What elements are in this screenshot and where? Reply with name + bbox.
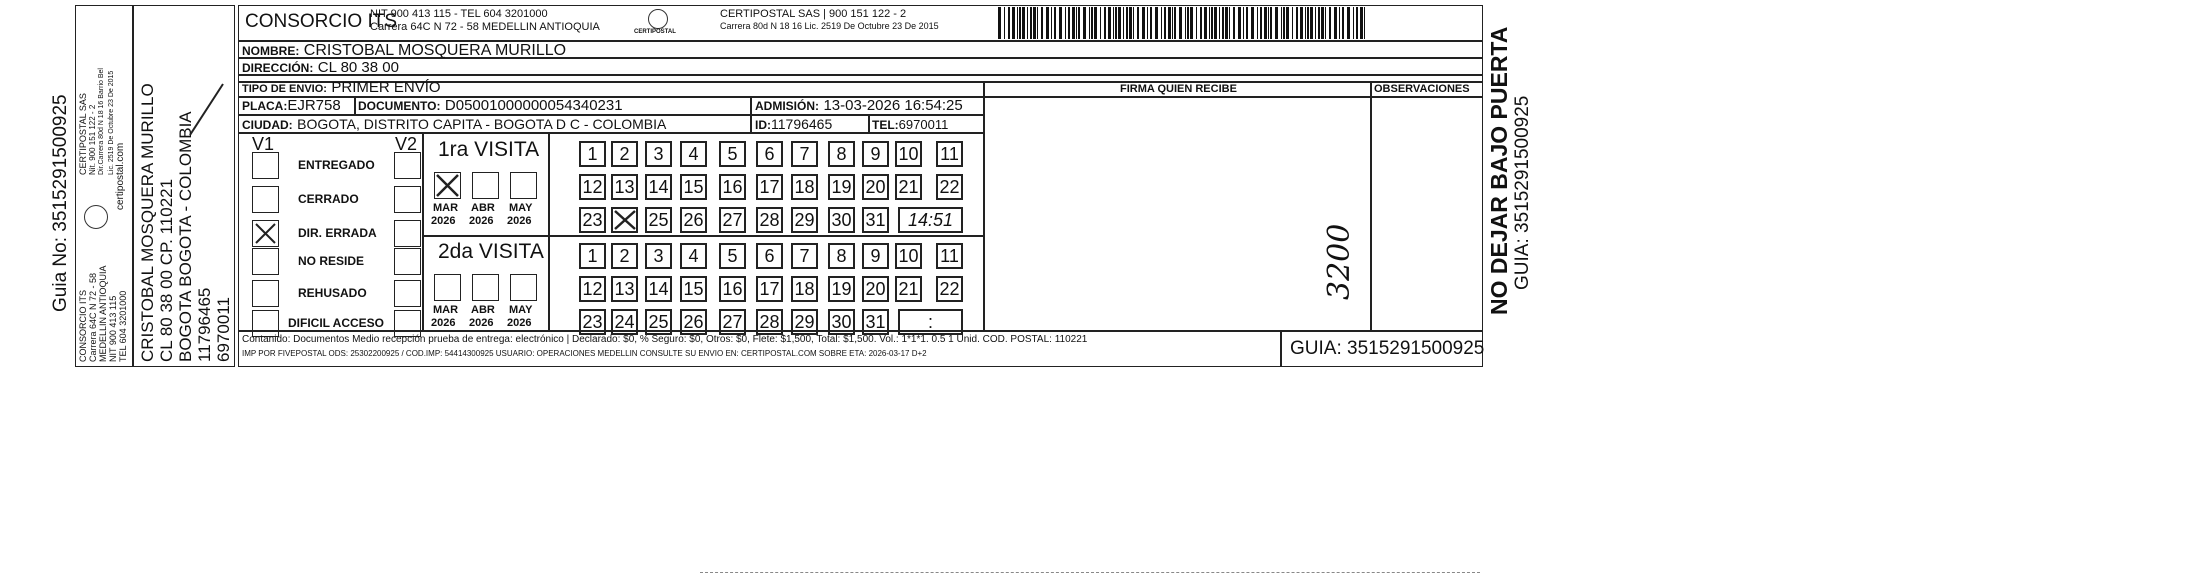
second-visit-day-box[interactable]: 23 — [579, 309, 606, 335]
certipostal-nit: Nit. 900 151 122 - 2 — [88, 104, 97, 175]
barcode-bar — [1364, 7, 1365, 39]
sender-nit: NIT 900 413 115 — [108, 295, 118, 362]
barcode-bar — [1281, 7, 1282, 39]
first-visit-day-box[interactable]: 13 — [611, 174, 638, 200]
barcode-bar — [1200, 7, 1202, 39]
status-option-label: REHUSADO — [298, 286, 367, 300]
barcode-bar — [1209, 7, 1210, 39]
id-value: 11796465 — [771, 116, 833, 132]
recipient-tel: 6970011 — [214, 297, 233, 362]
barcode-bar — [1147, 7, 1148, 39]
barcode-bar — [1115, 7, 1117, 39]
first-visit-day-box[interactable]: 25 — [645, 207, 672, 233]
barcode-bar — [1017, 7, 1018, 39]
no-dejar-bajo-puerta: NO DEJAR BAJO PUERTA — [1486, 26, 1512, 315]
second-visit-month-checkbox[interactable] — [510, 274, 537, 301]
first-visit-day-box[interactable]: 18 — [791, 174, 818, 200]
certipostal-name: CERTIPOSTAL SAS — [78, 93, 88, 175]
first-visit-day-box[interactable]: 6 — [756, 141, 783, 167]
barcode-bar — [1164, 7, 1166, 39]
barcode-bar — [1305, 7, 1306, 39]
v2-checkbox[interactable] — [394, 280, 421, 307]
sender-tel: TEL 604 3201000 — [118, 290, 128, 362]
placa-label: PLACA: — [242, 99, 288, 113]
barcode-bar — [1068, 7, 1070, 39]
barcode-bar — [1168, 7, 1171, 39]
barcode-bar — [1104, 7, 1106, 39]
second-visit-title: 2da VISITA — [438, 240, 544, 263]
second-visit-day-box[interactable]: 27 — [719, 309, 746, 335]
first-visit-day-box[interactable]: 31 — [862, 207, 889, 233]
first-visit-month-checkbox[interactable] — [510, 172, 537, 199]
barcode-bar — [1238, 7, 1241, 39]
tipo-label: TIPO DE ENVIO: — [242, 83, 327, 95]
certipostal-logo-icon — [84, 205, 108, 229]
barcode-bar — [1113, 7, 1114, 39]
second-visit-day-box[interactable]: 2 — [611, 243, 638, 269]
barcode-bar — [1008, 7, 1010, 39]
second-visit-day-box[interactable]: 8 — [828, 243, 855, 269]
barcode-bar — [1037, 7, 1038, 39]
barcode-bar — [1094, 7, 1097, 39]
documento-label: DOCUMENTO: — [358, 99, 441, 113]
second-visit-day-box[interactable]: 5 — [719, 243, 746, 269]
first-visit-day-box[interactable]: 16 — [719, 174, 746, 200]
first-visit-month-label: ABR — [471, 202, 495, 214]
barcode-bar — [1123, 7, 1124, 39]
second-visit-day-box[interactable]: 21 — [895, 276, 922, 302]
first-visit-day-box[interactable]: 3 — [645, 141, 672, 167]
footer-line2: IMP POR FIVEPOSTAL ODS: 25302200925 / COD.IMP: 54414300925 USUARIO: OPERACIONES MEDELLIN CONSULTE SU ENVIO EN: CERTIPOSTAL.COM SOBRE ETA: 2026-03-17 D+2 — [242, 349, 927, 358]
barcode-bar — [1137, 7, 1139, 39]
barcode-bar — [1059, 7, 1062, 39]
barcode-bar — [1150, 7, 1152, 39]
tipo-value: PRIMER ENVÍO — [331, 79, 441, 96]
documento-value: D05001000000054340231 — [444, 97, 623, 114]
first-visit-day-box[interactable]: 8 — [828, 141, 855, 167]
barcode-bar — [1318, 7, 1320, 39]
header-certi-info2: Carrera 80d N 18 16 Lic. 2519 De Octubre 23 De 2015 — [720, 21, 939, 31]
barcode-bar — [1019, 7, 1021, 39]
firma-label: FIRMA QUIEN RECIBE — [1120, 83, 1237, 95]
status-option-label: CERRADO — [298, 192, 359, 206]
second-visit-day-box[interactable]: 1 — [579, 243, 606, 269]
barcode-bar — [1196, 7, 1197, 39]
sender-city: MEDELLIN ANTIOQUIA — [98, 265, 108, 362]
recipient-name: CRISTOBAL MOSQUERA MURILLO — [138, 83, 157, 362]
v2-checkbox[interactable] — [394, 152, 421, 179]
first-visit-time-box[interactable]: 14:51 — [898, 207, 963, 233]
v1-checkbox[interactable] — [252, 152, 279, 179]
second-visit-year-label: 2026 — [507, 317, 532, 329]
first-visit-day-box[interactable]: 30 — [828, 207, 855, 233]
second-visit-day-box[interactable]: 10 — [895, 243, 922, 269]
second-visit-month-checkbox[interactable] — [472, 274, 499, 301]
certipostal-license: Lic. 2519 De Octubre 23 De 2015 — [108, 70, 115, 175]
barcode-bar — [1233, 7, 1235, 39]
v1-checkbox[interactable] — [252, 280, 279, 307]
first-visit-day-box[interactable]: 23 — [579, 207, 606, 233]
barcode-bar — [1076, 7, 1077, 39]
first-visit-day-box[interactable]: 1 — [579, 141, 606, 167]
first-visit-day-box[interactable]: 22 — [936, 174, 963, 200]
barcode-bar — [1155, 7, 1158, 39]
first-visit-day-box[interactable]: 21 — [895, 174, 922, 200]
second-visit-day-box[interactable]: 25 — [645, 309, 672, 335]
v2-checkbox[interactable] — [394, 248, 421, 275]
v1-checkbox[interactable] — [252, 186, 279, 213]
recipient-city: BOGOTA BOGOTA - COLOMBIA — [176, 111, 195, 362]
id-label: ID: — [755, 118, 771, 132]
second-visit-time-box[interactable]: : — [898, 309, 963, 335]
nombre-label: NOMBRE: — [242, 44, 300, 58]
barcode-bar — [1051, 7, 1052, 39]
first-visit-month-label: MAY — [509, 202, 533, 214]
barcode-bar — [1296, 7, 1298, 39]
barcode-bar — [1219, 7, 1220, 39]
second-visit-year-label: 2026 — [469, 317, 494, 329]
status-option-label: DIR. ERRADA — [298, 226, 377, 240]
sender-company: CONSORCIO ITS — [78, 289, 88, 362]
first-visit-month-checkbox[interactable] — [472, 172, 499, 199]
barcode-bar — [1356, 7, 1358, 39]
barcode-bar — [1078, 7, 1080, 39]
barcode-bar — [1292, 7, 1293, 39]
nombre-value: CRISTOBAL MOSQUERA MURILLO — [303, 42, 567, 59]
first-visit-day-box[interactable]: 10 — [895, 141, 922, 167]
barcode-bar — [1275, 7, 1278, 39]
barcode-bar — [1214, 7, 1217, 39]
direccion-label: DIRECCIÓN: — [242, 61, 314, 75]
v1-checkbox[interactable] — [252, 220, 279, 247]
header-company-info2: Carrera 64C N 72 - 58 MEDELLIN ANTIOQUIA — [370, 21, 600, 33]
first-visit-day-box[interactable]: 17 — [756, 174, 783, 200]
second-visit-day-box[interactable]: 16 — [719, 276, 746, 302]
admision-label: ADMISIÓN: — [755, 99, 819, 113]
barcode-bar — [1012, 7, 1015, 39]
first-visit-day-box[interactable]: 5 — [719, 141, 746, 167]
header-company-info1: NIT 900 413 115 - TEL 604 3201000 — [370, 8, 548, 20]
barcode-bar — [1270, 7, 1272, 39]
barcode-bar — [998, 7, 1001, 39]
second-visit-day-box[interactable]: 11 — [936, 243, 963, 269]
placa-value: EJR758 — [287, 97, 341, 114]
logo-caption: CERTIPOSTAL — [634, 29, 676, 35]
second-visit-day-box[interactable]: 3 — [645, 243, 672, 269]
first-visit-month-checkbox[interactable] — [434, 172, 461, 199]
ciudad-label: CIUDAD: — [242, 118, 293, 132]
second-visit-day-box[interactable]: 14 — [645, 276, 672, 302]
second-visit-year-label: 2026 — [431, 317, 456, 329]
second-visit-day-box[interactable]: 15 — [680, 276, 707, 302]
certipostal-address: Dir.Carrera 80d N 18 16 Barrio Bel — [98, 68, 105, 175]
footer-line1: Contanido: Documentos Medio recepción prueba de entrega: electrónico | Declarado: $0, % Seguro: $0, Otros: $0, Flete: $1,500, Total: $1,500. Vol.: 1*1*1. 0.5 1 Unid. COD. POSTAL: 110221 — [242, 334, 1088, 345]
second-visit-day-box[interactable]: 7 — [791, 243, 818, 269]
second-visit-day-box[interactable]: 20 — [862, 276, 889, 302]
first-visit-day-box[interactable]: 7 — [791, 141, 818, 167]
status-option-label: DIFICIL ACCESO — [288, 316, 385, 330]
first-visit-title: 1ra VISITA — [438, 138, 540, 161]
barcode — [998, 7, 1370, 39]
first-visit-day-box[interactable]: 2 — [611, 141, 638, 167]
barcode-bar — [1283, 7, 1285, 39]
tel-label: TEL: — [872, 118, 899, 132]
barcode-bar — [1172, 7, 1173, 39]
barcode-bar — [1300, 7, 1303, 39]
barcode-bar — [1108, 7, 1111, 39]
barcode-bar — [1091, 7, 1093, 39]
header-company: CONSORCIO ITS — [245, 11, 398, 32]
barcode-bar — [1046, 7, 1049, 39]
barcode-bar — [1174, 7, 1176, 39]
barcode-bar — [1004, 7, 1005, 39]
first-visit-day-box[interactable]: 12 — [579, 174, 606, 200]
barcode-bar — [1334, 7, 1337, 39]
barcode-bar — [1083, 7, 1086, 39]
barcode-bar — [1353, 7, 1354, 39]
signature-handwriting: 3200 — [1322, 223, 1357, 300]
barcode-bar — [1185, 7, 1186, 39]
first-visit-year-label: 2026 — [507, 215, 532, 227]
barcode-bar — [1268, 7, 1269, 39]
observaciones-label: OBSERVACIONES — [1374, 83, 1470, 95]
barcode-bar — [1321, 7, 1324, 39]
first-visit-day-box[interactable]: 28 — [756, 207, 783, 233]
barcode-bar — [1129, 7, 1132, 39]
barcode-bar — [1307, 7, 1309, 39]
barcode-bar — [1225, 7, 1228, 39]
direccion-value: CL 80 38 00 — [317, 59, 399, 76]
barcode-bar — [1118, 7, 1121, 39]
v2-checkbox[interactable] — [394, 220, 421, 247]
status-option-label: NO RESIDE — [298, 254, 365, 268]
v1-label: V1 — [252, 134, 275, 154]
second-visit-day-box[interactable]: 22 — [936, 276, 963, 302]
barcode-bar — [1054, 7, 1056, 39]
second-visit-day-box[interactable]: 9 — [862, 243, 889, 269]
first-visit-year-label: 2026 — [469, 215, 494, 227]
pen-mark-icon — [185, 80, 225, 140]
recipient-address: CL 80 38 00 CP. 110221 — [157, 178, 176, 362]
barcode-bar — [1133, 7, 1134, 39]
barcode-bar — [1041, 7, 1043, 39]
barcode-bar — [1022, 7, 1025, 39]
first-visit-day-box[interactable]: 14 — [645, 174, 672, 200]
admision-value: 13-03-2026 16:54:25 — [823, 97, 963, 114]
barcode-bar — [1222, 7, 1224, 39]
first-visit-day-box[interactable]: 27 — [719, 207, 746, 233]
barcode-bar — [1329, 7, 1331, 39]
barcode-bar — [1211, 7, 1213, 39]
barcode-bar — [1065, 7, 1066, 39]
certipostal-header-logo-icon — [648, 9, 668, 29]
second-visit-day-box[interactable]: 4 — [680, 243, 707, 269]
barcode-bar — [1161, 7, 1162, 39]
barcode-bar — [1100, 7, 1101, 39]
barcode-bar — [1257, 7, 1258, 39]
tel-value: 6970011 — [898, 117, 949, 132]
barcode-bar — [1030, 7, 1032, 39]
second-visit-day-box[interactable]: 29 — [791, 309, 818, 335]
second-visit-month-checkbox[interactable] — [434, 274, 461, 301]
barcode-bar — [1251, 7, 1254, 39]
first-visit-day-box[interactable] — [611, 207, 638, 233]
first-visit-year-label: 2026 — [431, 215, 456, 227]
first-visit-day-box[interactable]: 15 — [680, 174, 707, 200]
recipient-id: 11796465 — [195, 287, 214, 362]
barcode-bar — [1315, 7, 1316, 39]
second-visit-day-box[interactable]: 12 — [579, 276, 606, 302]
bottom-edge-line — [700, 572, 1480, 573]
barcode-bar — [1243, 7, 1244, 39]
barcode-bar — [1342, 7, 1344, 39]
second-visit-month-label: ABR — [471, 304, 495, 316]
second-visit-day-box[interactable]: 30 — [828, 309, 855, 335]
status-option-label: ENTREGADO — [298, 158, 375, 172]
first-visit-day-box[interactable]: 20 — [862, 174, 889, 200]
second-visit-day-box[interactable]: 26 — [680, 309, 707, 335]
footer-guia: GUIA: 3515291500925 — [1290, 338, 1485, 359]
barcode-bar — [1310, 7, 1313, 39]
first-visit-day-box[interactable]: 9 — [862, 141, 889, 167]
barcode-bar — [1360, 7, 1363, 39]
certipostal-site: certipostal.com — [115, 142, 126, 210]
barcode-bar — [1027, 7, 1028, 39]
barcode-bar — [1286, 7, 1289, 39]
v2-checkbox[interactable] — [394, 310, 421, 337]
sender-address: Carrera 64C N 72 - 58 — [88, 272, 98, 362]
first-visit-day-box[interactable]: 29 — [791, 207, 818, 233]
first-visit-day-box[interactable]: 11 — [936, 141, 963, 167]
guide-number: Guia No: 3515291500925 — [50, 94, 71, 312]
barcode-bar — [1229, 7, 1230, 39]
barcode-bar — [1347, 7, 1350, 39]
second-visit-day-box[interactable]: 13 — [611, 276, 638, 302]
first-visit-month-label: MAR — [433, 202, 459, 214]
barcode-bar — [1089, 7, 1090, 39]
header-certi-info1: CERTIPOSTAL SAS | 900 151 122 - 2 — [720, 8, 907, 20]
second-visit-day-box[interactable]: 18 — [791, 276, 818, 302]
ciudad-value: BOGOTA, DISTRITO CAPITA - BOGOTA D C - COLOMBIA — [297, 116, 667, 132]
barcode-bar — [1033, 7, 1036, 39]
second-visit-day-box[interactable]: 6 — [756, 243, 783, 269]
barcode-bar — [1260, 7, 1262, 39]
second-visit-day-box[interactable]: 31 — [862, 309, 889, 335]
second-visit-month-label: MAY — [509, 304, 533, 316]
barcode-bar — [1339, 7, 1340, 39]
right-guia-number: GUIA: 3515291500925 — [1512, 95, 1533, 290]
barcode-bar — [1179, 7, 1182, 39]
barcode-bar — [1187, 7, 1189, 39]
v1-checkbox[interactable] — [252, 248, 279, 275]
second-visit-day-box[interactable]: 19 — [828, 276, 855, 302]
second-visit-day-box[interactable]: 17 — [756, 276, 783, 302]
barcode-bar — [1204, 7, 1207, 39]
second-visit-day-box[interactable]: 28 — [756, 309, 783, 335]
second-visit-day-box[interactable]: 24 — [611, 309, 638, 335]
barcode-bar — [1142, 7, 1145, 39]
barcode-bar — [1126, 7, 1128, 39]
second-visit-month-label: MAR — [433, 304, 459, 316]
first-visit-day-box[interactable]: 4 — [680, 141, 707, 167]
barcode-bar — [1264, 7, 1267, 39]
barcode-bar — [1325, 7, 1326, 39]
first-visit-day-box[interactable]: 26 — [680, 207, 707, 233]
first-visit-day-box[interactable]: 19 — [828, 174, 855, 200]
barcode-bar — [1072, 7, 1075, 39]
v1-checkbox[interactable] — [252, 310, 279, 337]
barcode-bar — [1190, 7, 1193, 39]
barcode-bar — [1246, 7, 1248, 39]
v2-checkbox[interactable] — [394, 186, 421, 213]
v2-label: V2 — [395, 134, 418, 154]
